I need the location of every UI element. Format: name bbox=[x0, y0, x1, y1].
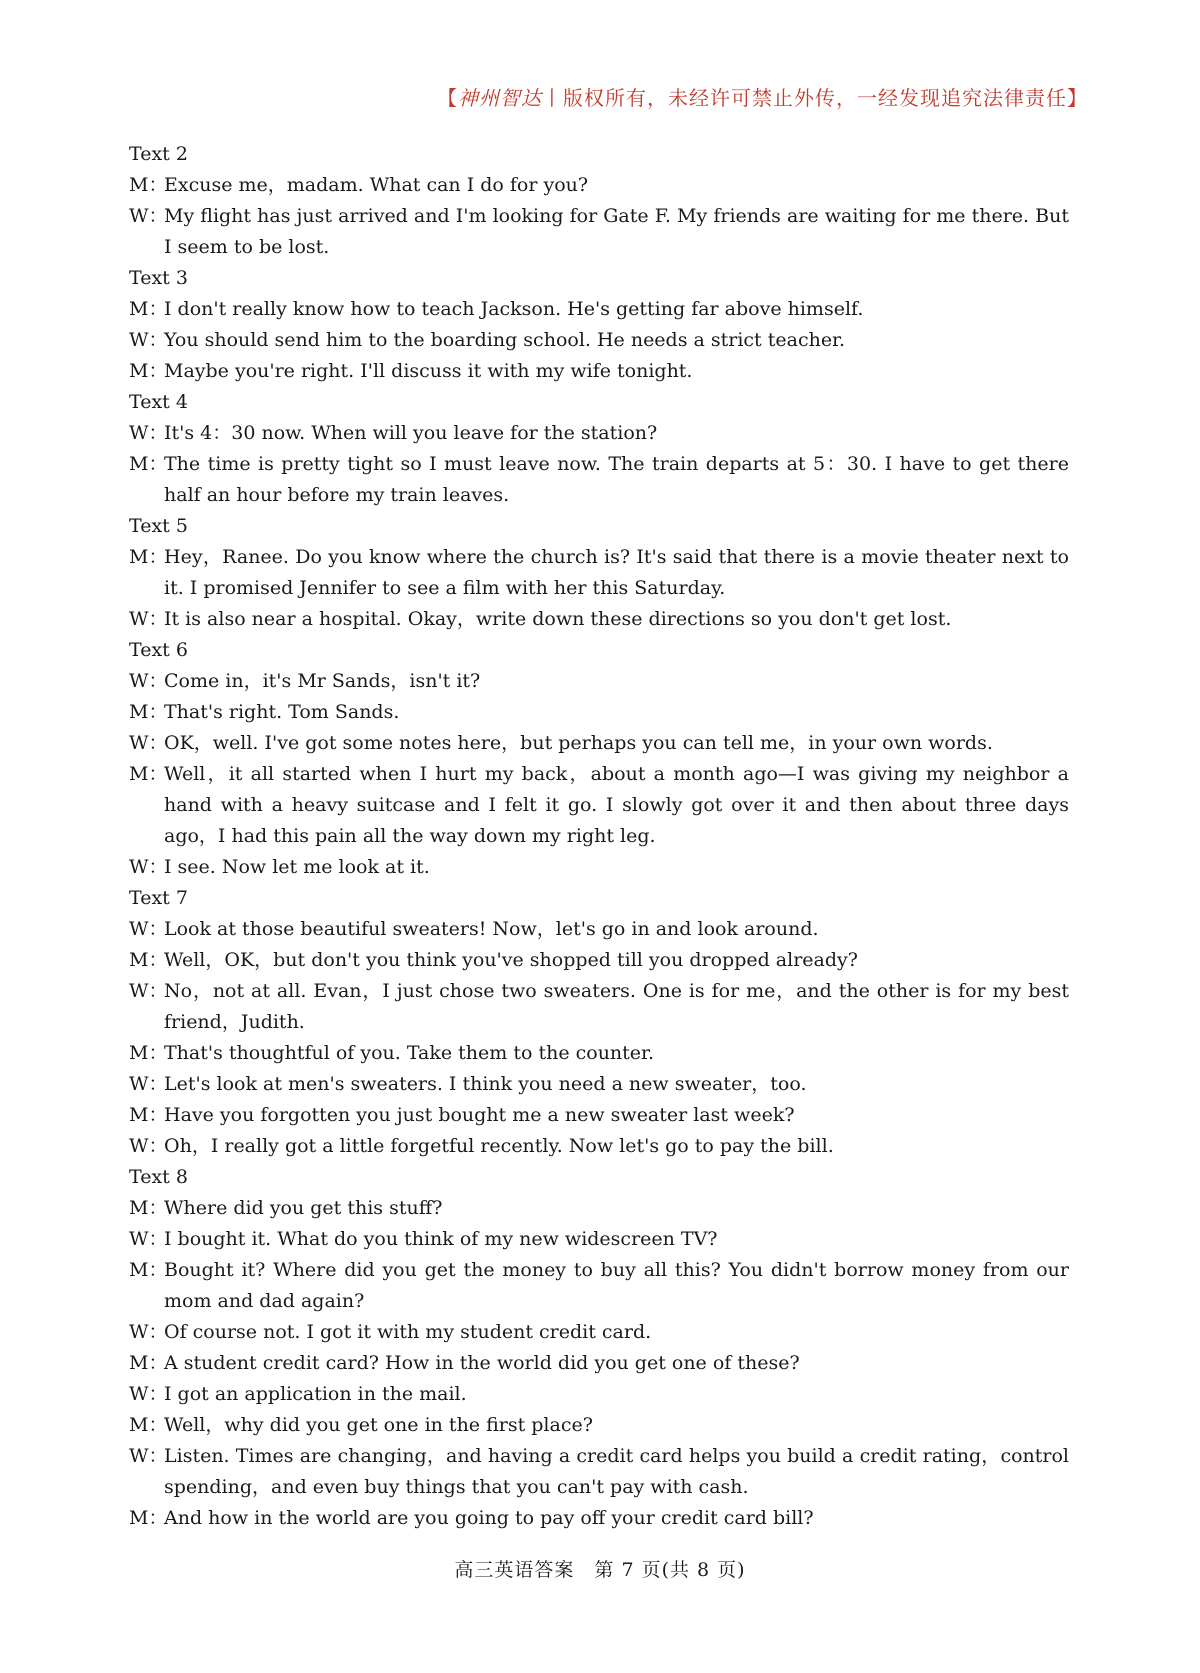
speaker-label: M： bbox=[129, 1507, 168, 1529]
speaker-label: M： bbox=[129, 174, 168, 196]
dialogue-text: Look at those beautiful sweaters! Now，let's go in and look around. bbox=[164, 918, 819, 940]
speaker-label: M： bbox=[129, 1352, 168, 1374]
dialogue-text: I see. Now let me look at it. bbox=[164, 856, 430, 878]
speaker-label: M： bbox=[129, 763, 168, 785]
dialogue-text: Well，it all started when I hurt my back，about a month ago—I was giving my neighbor a hand with a heavy suitcase and I felt it go. I slowly got over it and then about three days ago，I had this pain all the way down my right leg. bbox=[164, 763, 1069, 847]
dialogue-text: Listen. Times are changing，and having a credit card helps you build a credit rating，control spending，and even buy things that you can't pay with cash. bbox=[164, 1445, 1069, 1498]
dialogue-line bbox=[129, 697, 1069, 728]
dialogue-text: I bought it. What do you think of my new widescreen TV? bbox=[164, 1228, 718, 1250]
speaker-label: M： bbox=[129, 1104, 168, 1126]
speaker-label: W： bbox=[129, 608, 168, 630]
speaker-label: W： bbox=[129, 856, 168, 878]
dialogue-line bbox=[129, 542, 1069, 604]
dialogue-line bbox=[129, 852, 1069, 883]
dialogue-text: Of course not. I got it with my student credit card. bbox=[164, 1321, 652, 1343]
dialogue-line bbox=[129, 418, 1069, 449]
dialogue-line bbox=[129, 1410, 1069, 1441]
dialogue-text: A student credit card? How in the world did you get one of these? bbox=[164, 1352, 800, 1374]
dialogue-line bbox=[129, 759, 1069, 852]
dialogue-text: OK，well. I've got some notes here，but perhaps you can tell me，in your own words. bbox=[164, 732, 993, 754]
dialogue-text: Have you forgotten you just bought me a new sweater last week? bbox=[164, 1104, 795, 1126]
dialogue-text: Excuse me，madam. What can I do for you? bbox=[164, 174, 589, 196]
dialogue-text: That's thoughtful of you. Take them to the counter. bbox=[164, 1042, 655, 1064]
watermark-text: 丨版权所有，未经许可禁止外传，一经发现追究法律责任 bbox=[542, 86, 1067, 110]
speaker-label: M： bbox=[129, 360, 168, 382]
dialogue-line bbox=[129, 945, 1069, 976]
section-title: Text 6 bbox=[129, 639, 188, 661]
speaker-label: W： bbox=[129, 1228, 168, 1250]
dialogue-text: Let's look at men's sweaters. I think you need a new sweater，too. bbox=[164, 1073, 807, 1095]
dialogue-line bbox=[129, 1100, 1069, 1131]
dialogue-text: I got an application in the mail. bbox=[164, 1383, 467, 1405]
speaker-label: W： bbox=[129, 205, 168, 227]
section-title: Text 4 bbox=[129, 391, 188, 413]
dialogue-line bbox=[129, 1224, 1069, 1255]
dialogue-line bbox=[129, 170, 1069, 201]
speaker-label: M： bbox=[129, 1259, 168, 1281]
dialogue-line bbox=[129, 449, 1069, 511]
dialogue-line bbox=[129, 1348, 1069, 1379]
dialogue-line bbox=[129, 1255, 1069, 1317]
dialogue-line bbox=[129, 1379, 1069, 1410]
speaker-label: W： bbox=[129, 1321, 168, 1343]
section-title: Text 8 bbox=[129, 1166, 188, 1188]
speaker-label: M： bbox=[129, 298, 168, 320]
section-title: Text 2 bbox=[129, 143, 188, 165]
dialogue-text: The time is pretty tight so I must leave now. The train departs at 5：30. I have to get there half an hour before my train leaves. bbox=[164, 453, 1069, 506]
watermark-close-bracket: 】 bbox=[1067, 86, 1088, 110]
dialogue-text: Maybe you're right. I'll discuss it with my wife tonight. bbox=[164, 360, 693, 382]
dialogue-text: No，not at all. Evan，I just chose two sweaters. One is for me，and the other is for my best friend，Judith. bbox=[164, 980, 1069, 1033]
dialogue-line bbox=[129, 604, 1069, 635]
dialogue-line bbox=[129, 1317, 1069, 1348]
speaker-label: M： bbox=[129, 453, 168, 475]
speaker-label: W： bbox=[129, 918, 168, 940]
speaker-label: M： bbox=[129, 1414, 168, 1436]
speaker-label: W： bbox=[129, 1383, 168, 1405]
transcript-content bbox=[129, 139, 1069, 1534]
dialogue-text: Hey，Ranee. Do you know where the church is? It's said that there is a movie theater next to it. I promised Jennifer to see a film with her this Saturday. bbox=[164, 546, 1069, 599]
dialogue-line bbox=[129, 325, 1069, 356]
dialogue-line bbox=[129, 1503, 1069, 1534]
speaker-label: M： bbox=[129, 1197, 168, 1219]
speaker-label: W： bbox=[129, 1073, 168, 1095]
dialogue-line bbox=[129, 666, 1069, 697]
dialogue-text: My flight has just arrived and I'm looking for Gate F. My friends are waiting for me there. But I seem to be lost. bbox=[164, 205, 1069, 258]
dialogue-line bbox=[129, 201, 1069, 263]
section-title: Text 7 bbox=[129, 887, 188, 909]
speaker-label: W： bbox=[129, 732, 168, 754]
speaker-label: W： bbox=[129, 422, 168, 444]
dialogue-text: I don't really know how to teach Jackson. He's getting far above himself. bbox=[164, 298, 864, 320]
speaker-label: M： bbox=[129, 701, 168, 723]
speaker-label: W： bbox=[129, 980, 168, 1002]
speaker-label: M： bbox=[129, 1042, 168, 1064]
dialogue-line bbox=[129, 356, 1069, 387]
brand-logo-text: 神州智达 bbox=[458, 86, 542, 110]
dialogue-text: Well，why did you get one in the first place? bbox=[164, 1414, 593, 1436]
dialogue-line bbox=[129, 1069, 1069, 1100]
dialogue-line bbox=[129, 976, 1069, 1038]
dialogue-text: It is also near a hospital. Okay，write down these directions so you don't get lost. bbox=[164, 608, 952, 630]
speaker-label: W： bbox=[129, 1445, 168, 1467]
dialogue-text: Come in，it's Mr Sands，isn't it? bbox=[164, 670, 481, 692]
dialogue-text: And how in the world are you going to pay off your credit card bill? bbox=[164, 1507, 814, 1529]
section-title: Text 3 bbox=[129, 267, 188, 289]
dialogue-text: Bought it? Where did you get the money to buy all this? You didn't borrow money from our mom and dad again? bbox=[164, 1259, 1069, 1312]
speaker-label: W： bbox=[129, 329, 168, 351]
dialogue-line bbox=[129, 1441, 1069, 1503]
speaker-label: W： bbox=[129, 1135, 168, 1157]
page-footer: 高三英语答案 第 7 页(共 8 页) bbox=[454, 1559, 746, 1581]
section-title: Text 5 bbox=[129, 515, 188, 537]
dialogue-text: Well，OK，but don't you think you've shopped till you dropped already? bbox=[164, 949, 858, 971]
dialogue-line bbox=[129, 1038, 1069, 1069]
dialogue-text: It's 4：30 now. When will you leave for the station? bbox=[164, 422, 658, 444]
dialogue-line bbox=[129, 728, 1069, 759]
dialogue-text: That's right. Tom Sands. bbox=[164, 701, 400, 723]
dialogue-text: Oh，I really got a little forgetful recently. Now let's go to pay the bill. bbox=[164, 1135, 834, 1157]
speaker-label: M： bbox=[129, 949, 168, 971]
dialogue-line bbox=[129, 914, 1069, 945]
watermark-open-bracket: 【 bbox=[437, 86, 458, 110]
copyright-watermark bbox=[437, 82, 1088, 111]
dialogue-line bbox=[129, 294, 1069, 325]
speaker-label: M： bbox=[129, 546, 168, 568]
speaker-label: W： bbox=[129, 670, 168, 692]
dialogue-text: You should send him to the boarding school. He needs a strict teacher. bbox=[164, 329, 846, 351]
dialogue-line bbox=[129, 1193, 1069, 1224]
dialogue-text: Where did you get this stuff? bbox=[164, 1197, 443, 1219]
dialogue-line bbox=[129, 1131, 1069, 1162]
